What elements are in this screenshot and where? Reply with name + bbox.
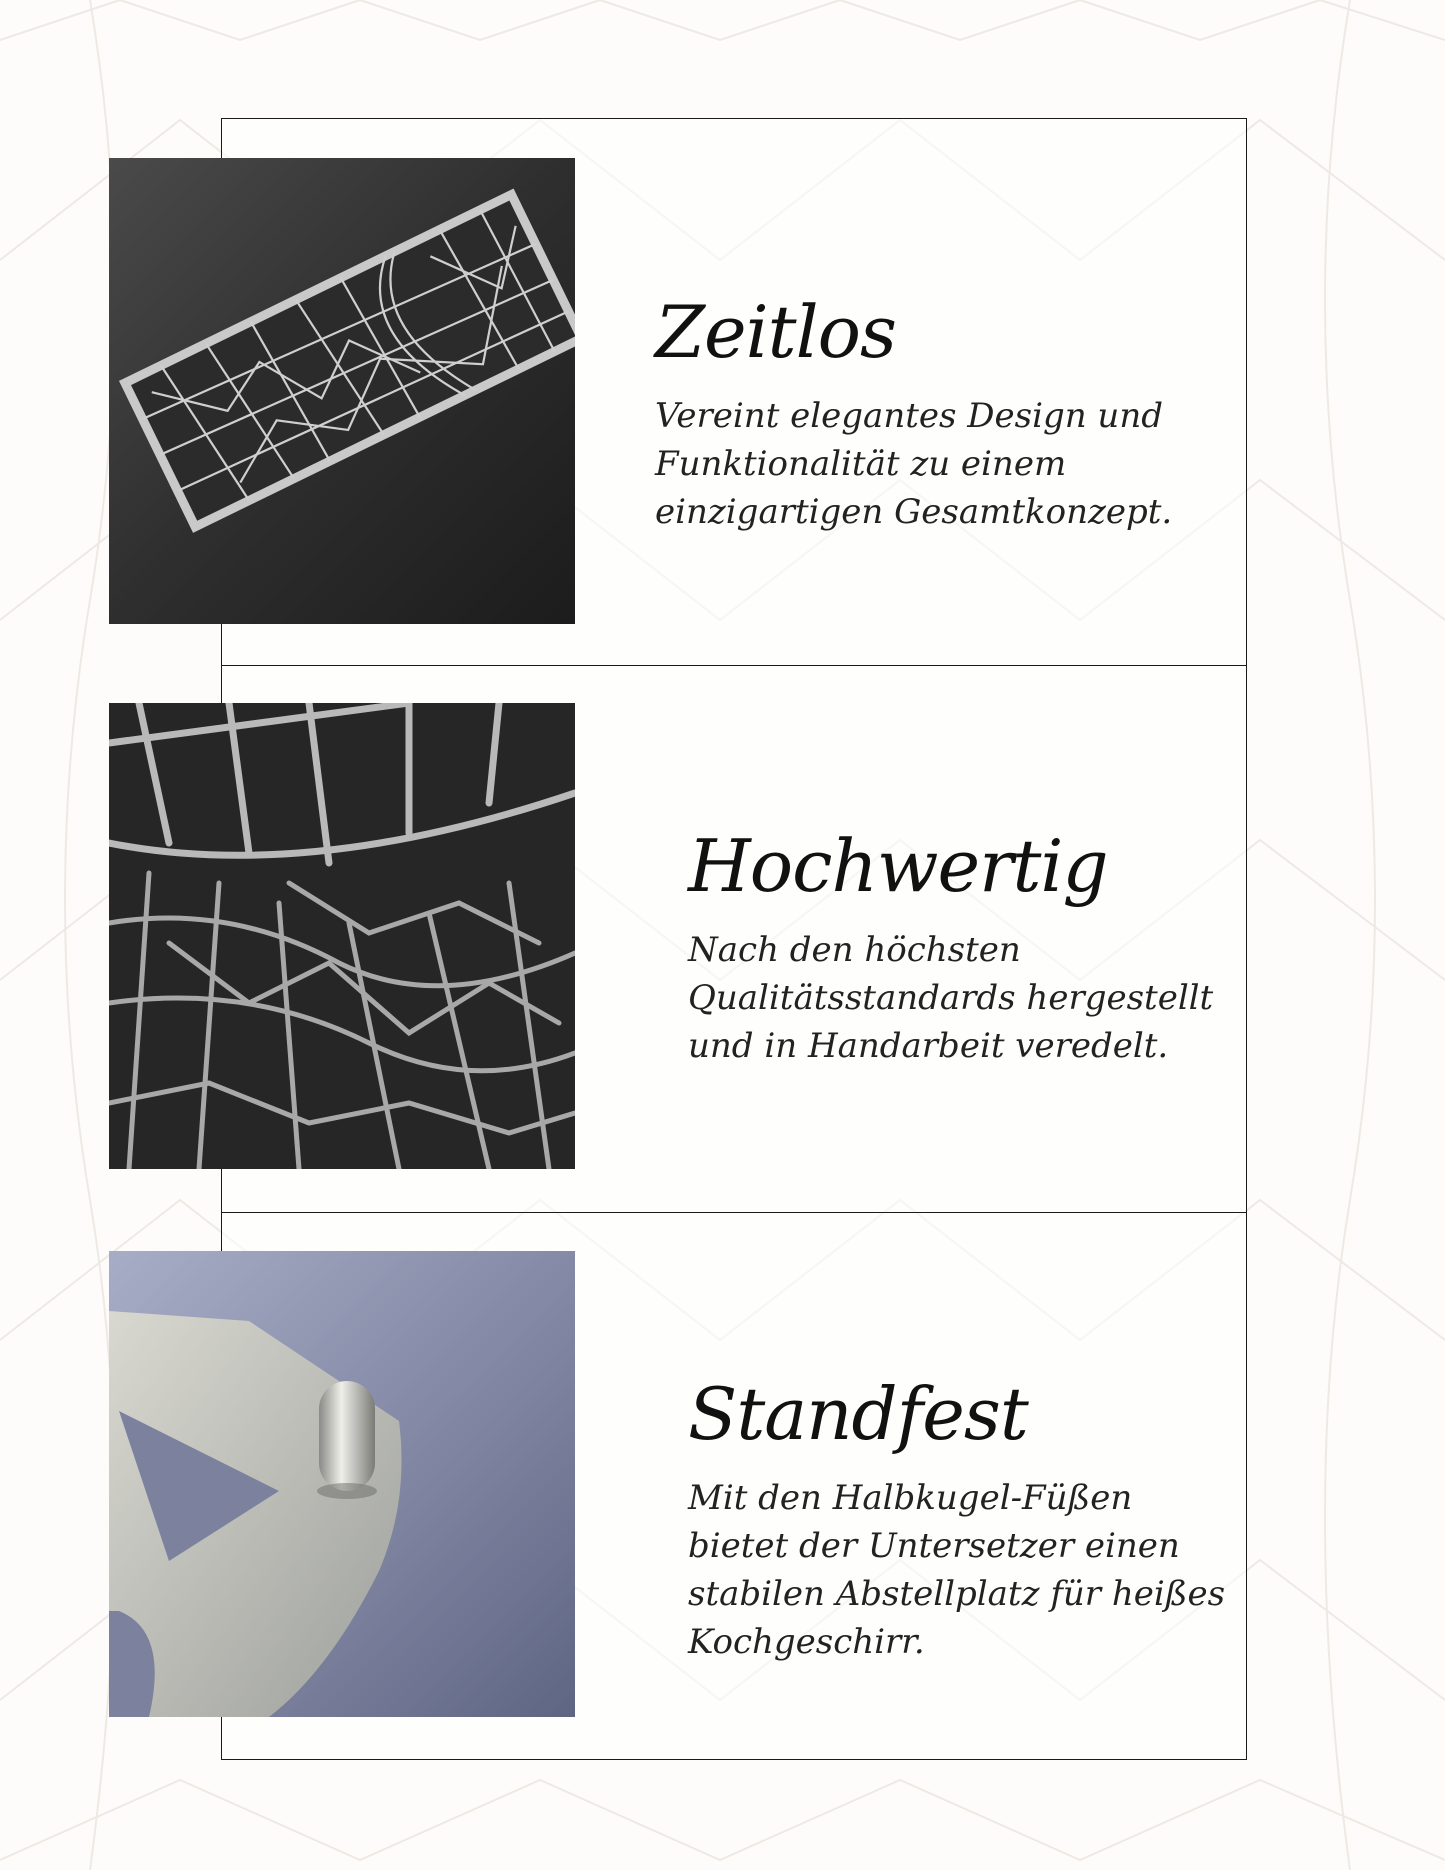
feature-standfest [688, 1372, 1248, 1666]
feature-title: Hochwertig [688, 824, 1108, 908]
feature-description: Mit den Halbkugel-Füßen bietet der Untersetzer einen stabilen Abstellplatz für heißes Kochgeschirr. [688, 1478, 1226, 1662]
feature-description: Nach den höchsten Qualitätsstandards hergestellt und in Handarbeit veredelt. [688, 930, 1214, 1066]
feature-title: Zeitlos [655, 290, 896, 374]
feature-hochwertig [688, 824, 1248, 1070]
section-divider [221, 1212, 1247, 1213]
feature-zeitlos [655, 290, 1215, 536]
feature-description: Vereint elegantes Design und Funktionalität zu einem einzigartigen Gesamtkonzept. [655, 396, 1173, 532]
coaster-foot-closeup-photo [109, 1251, 575, 1717]
coaster-closeup-detail-photo [109, 703, 575, 1169]
coaster-city-map-photo [109, 158, 575, 624]
feature-title: Standfest [688, 1372, 1028, 1456]
section-divider [221, 665, 1247, 666]
